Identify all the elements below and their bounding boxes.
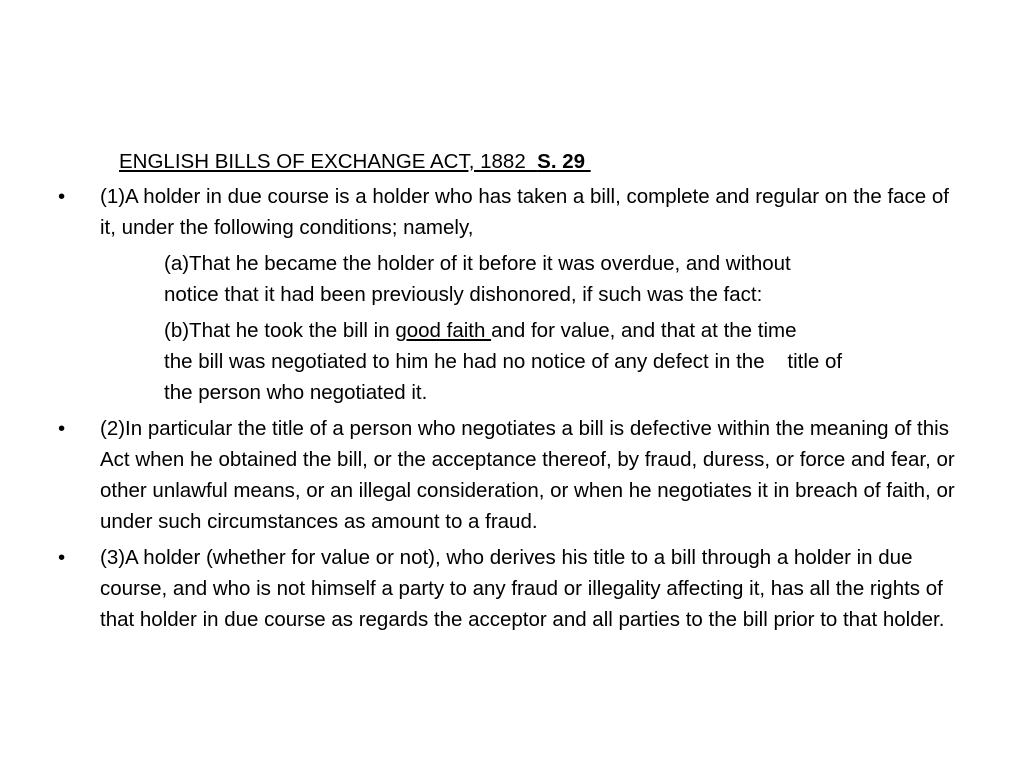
sub-item-b-line2: the bill was negotiated to him he had no notice of any defect in the title of — [164, 350, 843, 373]
sub-item-b-prefix: (b)That he took the bill in — [164, 319, 396, 342]
sub-item-b — [58, 315, 968, 408]
list-item-2-text: (2)In particular the title of a person who negotiates a bill is defective within the meaning of this Act when he obtained the bill, or the acceptance thereof, by fraud, duress, or force and fear, or other unlawful means, or an illegal consideration, or when he negotiates it in breach of faith, or under such circumstances as amount to a fraud. — [100, 417, 955, 533]
list-item-1 — [58, 181, 968, 243]
sub-item-b-line3: the person who negotiated it. — [164, 381, 428, 404]
sub-item-a-line2: notice that it had been previously dishonored, if such was the fact: — [164, 283, 763, 306]
list-item-2 — [58, 413, 968, 537]
slide-heading — [119, 146, 968, 177]
list-item-3 — [58, 542, 968, 635]
sub-item-a-line1: (a)That he became the holder of it before it was overdue, and without — [164, 252, 791, 275]
sub-item-a — [58, 248, 968, 310]
bullet-icon: • — [58, 185, 66, 208]
bullet-icon: • — [58, 546, 66, 569]
section-label: S. 29 — [537, 150, 591, 173]
good-faith-term: good faith — [395, 319, 492, 342]
slide-content — [58, 146, 968, 640]
bullet-icon: • — [58, 417, 66, 440]
list-item-1-text: (1)A holder in due course is a holder who has taken a bill, complete and regular on the face of it, under the following conditions; namely, — [100, 185, 949, 239]
sub-item-b-suffix: and for value, and that at the time — [491, 319, 797, 342]
act-title: ENGLISH BILLS OF EXCHANGE ACT, 1882 — [119, 150, 538, 173]
sub-item-b-line1 — [164, 315, 968, 346]
list-item-3-text: (3)A holder (whether for value or not), who derives his title to a bill through a holder in due course, and who is not himself a party to any fraud or illegality affecting it, has all the rights of that holder in due course as regards the acceptor and all parties to the bill prior to that holder. — [100, 546, 945, 631]
